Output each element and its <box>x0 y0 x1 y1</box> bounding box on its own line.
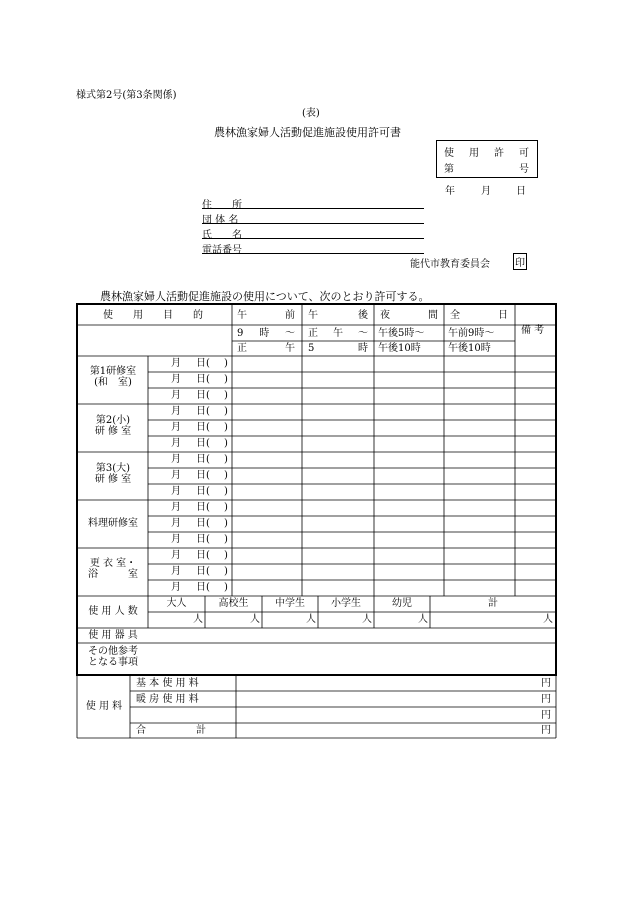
pm-header-char: 午 <box>308 310 318 321</box>
date-cell-close: ) <box>224 534 228 545</box>
pm-header <box>308 310 368 321</box>
am-time-start <box>237 328 295 339</box>
night-header <box>380 310 438 321</box>
issuer: 能代市教育委員会 <box>410 259 490 270</box>
purpose-header: 使 用 目 的 <box>103 310 203 321</box>
date-cell-day: 日( <box>196 422 210 433</box>
fullday-time-start: 午前9時〜 <box>448 328 495 339</box>
person-unit: 人 <box>418 614 428 625</box>
am-header-char: 午 <box>237 310 247 321</box>
night-time-end: 午後10時 <box>378 343 421 354</box>
date-cell-month: 月 <box>171 390 181 401</box>
fee-unit: 円 <box>541 678 551 689</box>
date-cell-month: 月 <box>171 518 181 529</box>
person-unit: 人 <box>543 614 553 625</box>
other-label-line: となる事項 <box>88 657 138 668</box>
person-unit: 人 <box>306 614 316 625</box>
date-cell-month: 月 <box>171 454 181 465</box>
permit-char: 許 <box>494 148 504 159</box>
users-cat-adult: 大人 <box>166 598 187 609</box>
users-cat-highschool: 高校生 <box>218 598 249 609</box>
am-time-char: 9 <box>237 328 244 339</box>
date-day: 日 <box>516 186 526 197</box>
fee-unit: 円 <box>541 710 551 721</box>
am-time-char: 〜 <box>285 328 295 339</box>
room-label-line: 研 修 室 <box>94 426 132 437</box>
date-cell-day: 日( <box>196 582 210 593</box>
room-label-5 <box>80 558 146 580</box>
fee-label: 使 用 料 <box>85 701 123 712</box>
other-label <box>80 646 146 668</box>
am-header <box>237 310 295 321</box>
room-label-line: 第3(大) <box>95 463 131 474</box>
date-cell-day: 日( <box>196 502 210 513</box>
fullday-header-char: 全 <box>450 310 460 321</box>
intro-text: 農林漁家婦人活動促進施設の使用について、次のとおり許可する。 <box>100 290 430 303</box>
date-cell-close: ) <box>224 582 228 593</box>
date-cell-month: 月 <box>171 502 181 513</box>
person-unit: 人 <box>193 614 203 625</box>
date-cell-month: 月 <box>171 486 181 497</box>
pm-time-char: 午 <box>333 328 343 339</box>
am-time-char: 正 <box>237 343 247 354</box>
permit-no-suffix: 号 <box>519 164 529 175</box>
date-cell-close: ) <box>224 422 228 433</box>
room-label-line: 第2(小) <box>95 415 131 426</box>
fullday-header <box>450 310 508 321</box>
pm-time-char: 時 <box>358 343 368 354</box>
permit-no-prefix: 第 <box>444 164 454 175</box>
fee-total-label: 合 計 <box>136 725 206 736</box>
date-month: 月 <box>481 186 491 197</box>
pm-time-start <box>308 328 368 339</box>
night-header-char: 夜 <box>380 310 390 321</box>
side-marker: (表) <box>302 108 320 119</box>
address-label: 住 所 <box>202 200 242 211</box>
person-unit: 人 <box>362 614 372 625</box>
date-year: 年 <box>445 186 455 197</box>
person-unit: 人 <box>250 614 260 625</box>
date-cell-close: ) <box>224 406 228 417</box>
room-label-1 <box>80 366 146 388</box>
permit-char: 可 <box>519 148 529 159</box>
am-header-char: 前 <box>285 310 295 321</box>
date-cell-month: 月 <box>171 582 181 593</box>
date-cell-close: ) <box>224 486 228 497</box>
am-time-char: 午 <box>285 343 295 354</box>
fee-basic-label: 基 本 使 用 料 <box>136 678 199 689</box>
am-time-char: 時 <box>259 328 270 339</box>
date-cell-close: ) <box>224 550 228 561</box>
night-time-start: 午後5時〜 <box>378 328 425 339</box>
date-cell-day: 日( <box>196 518 210 529</box>
date-cell-close: ) <box>224 454 228 465</box>
document-title: 農林漁家婦人活動促進施設使用許可書 <box>214 126 401 139</box>
date-cell-day: 日( <box>196 454 210 465</box>
date-cell-day: 日( <box>196 374 210 385</box>
fee-unit: 円 <box>541 725 551 736</box>
date-cell-close: ) <box>224 566 228 577</box>
room-label-3 <box>80 463 146 485</box>
date-cell-month: 月 <box>171 470 181 481</box>
users-cat-infant: 幼児 <box>392 598 412 609</box>
date-cell-close: ) <box>224 470 228 481</box>
fee-heating-label: 暖 房 使 用 料 <box>136 694 199 705</box>
room-label-line: 第1研修室 <box>89 366 137 377</box>
date-cell-day: 日( <box>196 390 210 401</box>
date-cell-close: ) <box>224 374 228 385</box>
date-cell-close: ) <box>224 390 228 401</box>
seal-mark: 印 <box>513 253 527 270</box>
date-cell-close: ) <box>224 502 228 513</box>
phone-label: 電話番号 <box>202 245 242 256</box>
date-cell-day: 日( <box>196 566 210 577</box>
fee-unit: 円 <box>541 694 551 705</box>
pm-time-char: 5 <box>308 343 315 354</box>
date-cell-month: 月 <box>171 566 181 577</box>
date-cell-day: 日( <box>196 406 210 417</box>
group-name-label: 団 体 名 <box>202 215 239 226</box>
name-label: 氏 名 <box>202 230 242 241</box>
date-cell-month: 月 <box>171 534 181 545</box>
pm-header-char: 後 <box>358 310 368 321</box>
date-cell-day: 日( <box>196 358 210 369</box>
room-label-2 <box>80 415 146 437</box>
pm-time-char: 正 <box>308 328 318 339</box>
night-header-char: 間 <box>428 310 438 321</box>
equipment-label: 使 用 器 具 <box>88 630 138 641</box>
permit-char: 使 <box>444 148 454 159</box>
room-label-line: 研 修 室 <box>94 474 132 485</box>
date-cell-day: 日( <box>196 470 210 481</box>
date-cell-day: 日( <box>196 534 210 545</box>
room-label-line: 更 衣 室・ <box>89 558 137 569</box>
date-cell-day: 日( <box>196 486 210 497</box>
date-cell-close: ) <box>224 438 228 449</box>
am-time-end <box>237 343 295 354</box>
permit-char: 用 <box>469 148 479 159</box>
date-cell-day: 日( <box>196 438 210 449</box>
date-cell-month: 月 <box>171 374 181 385</box>
users-cat-elementary: 小学生 <box>331 598 361 609</box>
fullday-time-end: 午後10時 <box>448 343 491 354</box>
room-label-line: 浴 室 <box>88 569 138 580</box>
date-cell-month: 月 <box>171 406 181 417</box>
pm-time-char: 〜 <box>358 328 368 339</box>
date-cell-month: 月 <box>171 550 181 561</box>
date-cell-close: ) <box>224 358 228 369</box>
room-label-line: (和 室) <box>94 377 132 388</box>
date-cell-month: 月 <box>171 422 181 433</box>
fullday-header-char: 日 <box>498 310 508 321</box>
pm-time-end <box>308 343 368 354</box>
remarks-header: 備 考 <box>521 325 545 336</box>
date-cell-month: 月 <box>171 358 181 369</box>
other-label-line: その他参考 <box>88 646 138 657</box>
date-cell-month: 月 <box>171 438 181 449</box>
users-cat-middleschool: 中学生 <box>275 598 305 609</box>
date-cell-day: 日( <box>196 550 210 561</box>
users-label: 使 用 人 数 <box>88 606 138 617</box>
date-cell-close: ) <box>224 518 228 529</box>
room-label-4: 料理研修室 <box>88 518 138 529</box>
form-label: 様式第2号(第3条関係) <box>76 90 177 101</box>
users-cat-total: 計 <box>488 598 498 609</box>
